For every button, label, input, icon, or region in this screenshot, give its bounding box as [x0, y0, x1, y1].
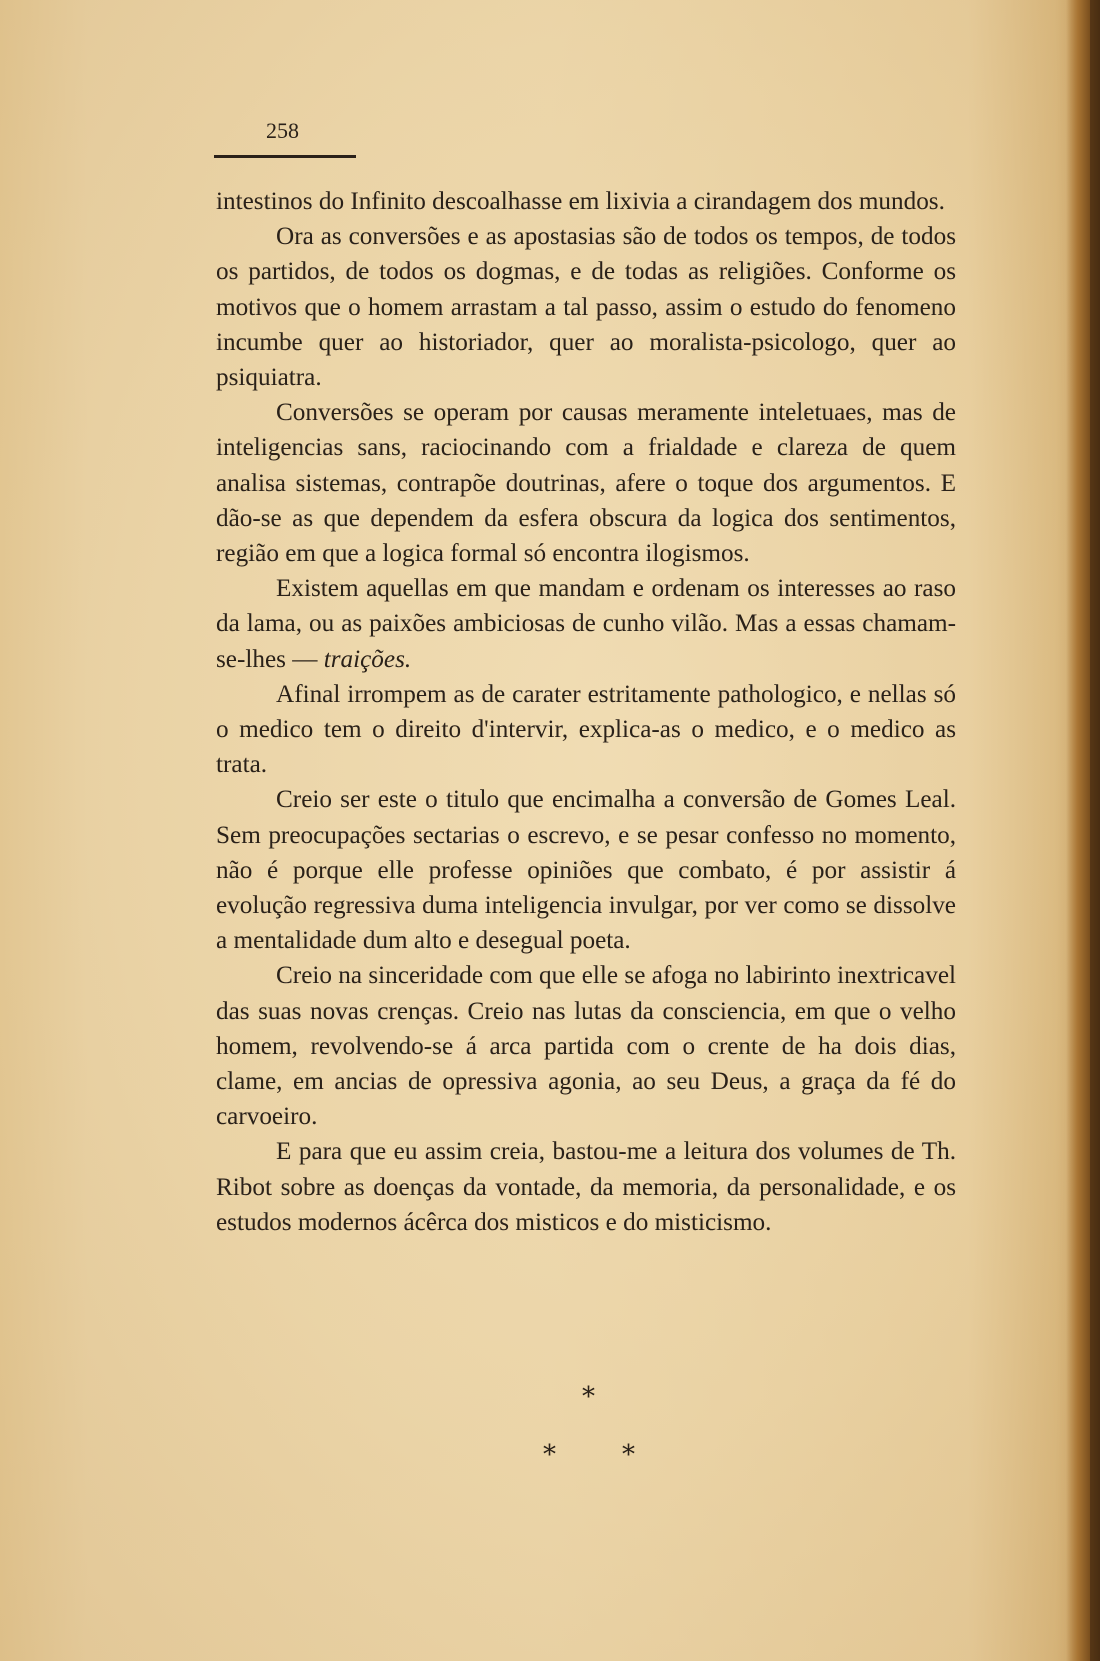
paragraph-6: Creio ser este o titulo que encimalha a conversão de Gomes Leal. Sem preocupações sectarias o escrevo, e se pesar confesso no momento, não é porque elle professe opiniões que combato, é por assistir á evolução regressiva duma inteligencia invulgar, por ver como se dissolve a mentalidade dum alto e desegual poeta.	[216, 786, 956, 955]
page-edge	[1090, 0, 1100, 1661]
page-number: 258	[266, 118, 299, 143]
body-text	[216, 184, 956, 1240]
paragraph-8: E para que eu assim creia, bastou-me a leitura dos volumes de Th. Ribot sobre as doenças da vontade, da memoria, da personalidade, e os estudos modernos ácêrca dos misticos e do misticismo.	[216, 1138, 956, 1236]
paragraph-4-italic: traições.	[323, 645, 412, 673]
paragraph-4	[216, 571, 956, 677]
paragraph-1: intestinos do Infinito descoalhasse em lixivia a cirandagem dos mundos.	[216, 188, 945, 215]
paragraph-7: Creio na sinceridade com que elle se afoga no labirinto inextricavel das suas novas crenças. Creio nas lutas da consciencia, em que o velho homem, revolvendo-se á arca partida com o crente de ha dois dias, clame, em ancias de opressiva agonia, ao seu Deus, a graça da fé do carvoeiro.	[216, 962, 956, 1131]
asterism-star-left: *	[543, 1440, 556, 1470]
paragraph-3: Conversões se operam por causas meramente inteletuaes, mas de inteligencias sans, raciocinando com a frialdade e clareza de quem analisa sistemas, contrapõe doutrinas, afere o toque dos argumentos. E dão-se as que dependem da esfera obscura da logica dos sentimentos, região em que a logica formal só encontra ilogismos.	[216, 399, 956, 568]
asterism-star-right: *	[622, 1440, 635, 1470]
paragraph-2: Ora as conversões e as apostasias são de todos os tempos, de todos os partidos, de todos os dogmas, e de todas as religiões. Conforme os motivos que o homem arrastam a tal passo, assim o estudo do fenomeno incumbe quer ao historiador, quer ao moralista-psicologo, quer ao psiquiatra.	[216, 223, 956, 392]
paragraph-5: Afinal irrompem as de carater estritamente pathologico, e nellas só o medico tem o direito d'intervir, explica-as o medico, e o medico as trata.	[216, 680, 956, 779]
header-rule	[214, 155, 356, 158]
paragraph-4-text: Existem aquellas em que mandam e ordenam os interesses ao raso da lama, ou as paixões ambiciosas de cunho vilão. Mas a essas chamam-se-lhes —	[216, 575, 956, 673]
asterism-star-top: *	[582, 1382, 595, 1412]
